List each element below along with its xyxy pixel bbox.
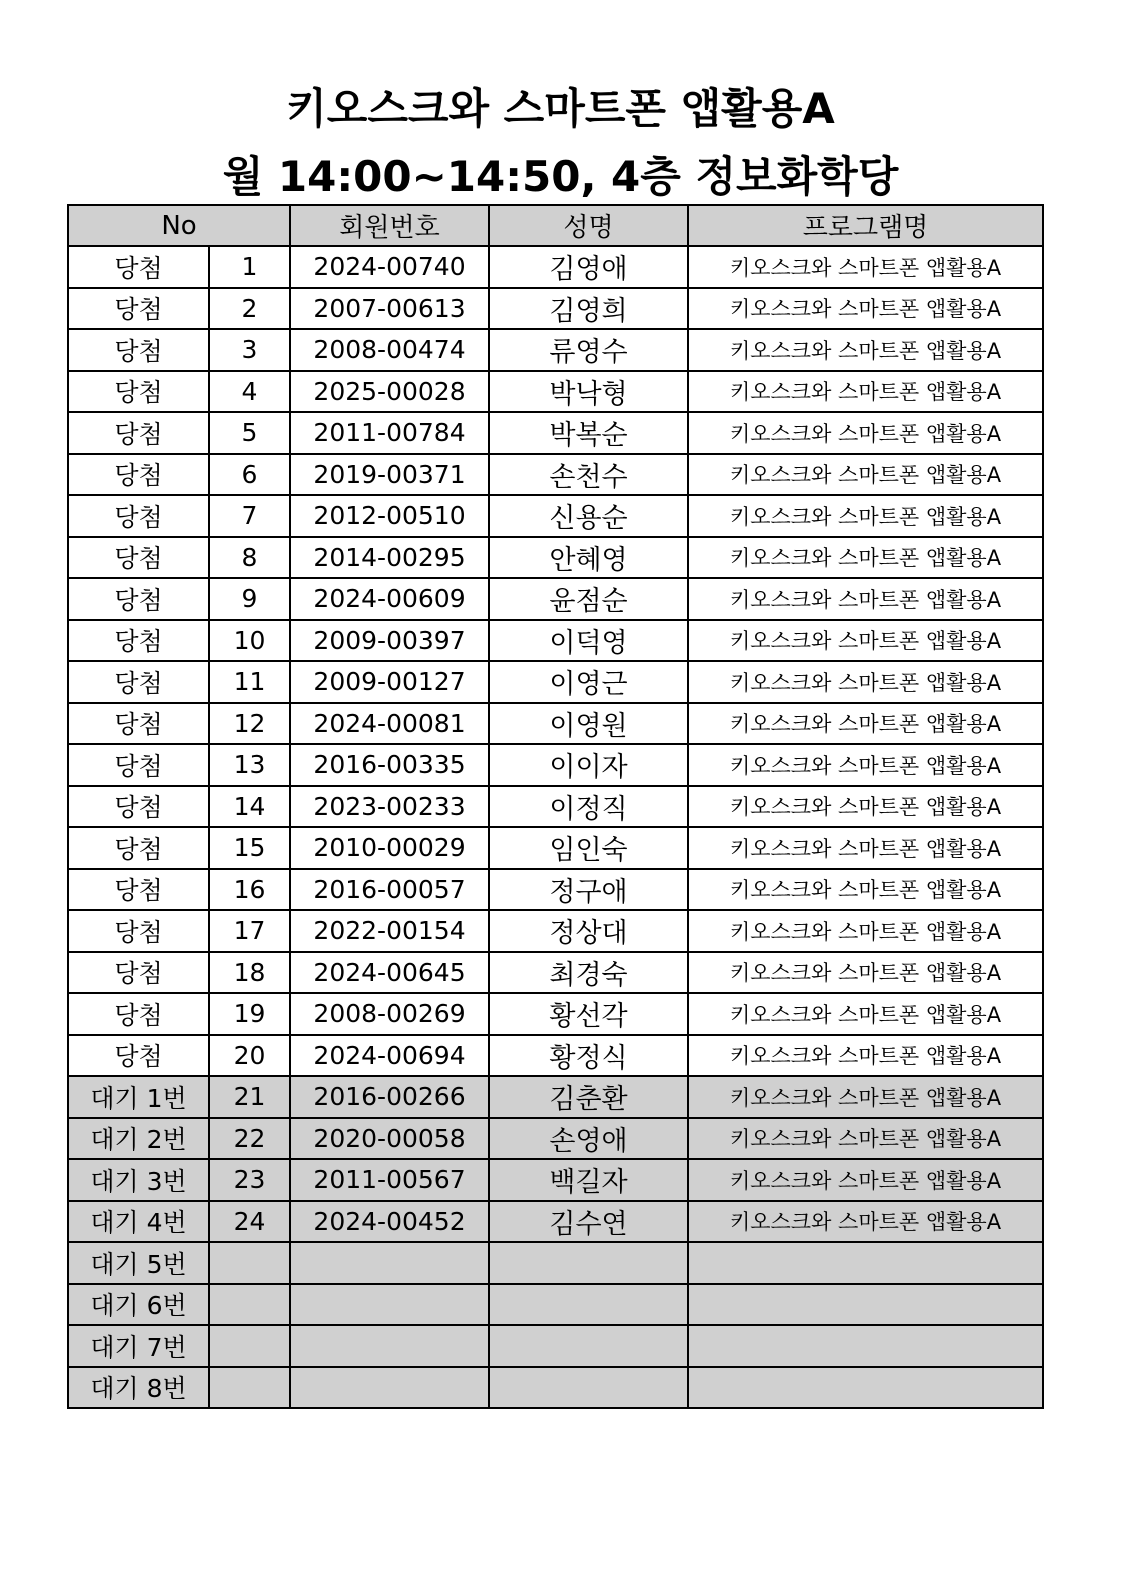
row-name: 류영수 bbox=[489, 329, 688, 371]
row-status: 대기 2번 bbox=[68, 1118, 209, 1160]
row-member-id: 2016-00266 bbox=[290, 1076, 489, 1118]
row-status: 당첨 bbox=[68, 910, 209, 952]
row-member-id bbox=[290, 1284, 489, 1326]
row-program: 키오스크와 스마트폰 앱활용A bbox=[688, 993, 1043, 1035]
table-row bbox=[68, 827, 1043, 869]
row-status: 당첨 bbox=[68, 1035, 209, 1077]
row-name: 황선각 bbox=[489, 993, 688, 1035]
row-program: 키오스크와 스마트폰 앱활용A bbox=[688, 1118, 1043, 1160]
table-row bbox=[68, 620, 1043, 662]
row-member-id bbox=[290, 1325, 489, 1367]
row-name: 손천수 bbox=[489, 454, 688, 496]
row-program bbox=[688, 1325, 1043, 1367]
row-name: 이영근 bbox=[489, 661, 688, 703]
table-header-row bbox=[68, 205, 1043, 246]
row-name: 박복순 bbox=[489, 412, 688, 454]
row-member-id: 2007-00613 bbox=[290, 288, 489, 330]
row-name: 백길자 bbox=[489, 1159, 688, 1201]
row-program: 키오스크와 스마트폰 앱활용A bbox=[688, 786, 1043, 828]
row-program: 키오스크와 스마트폰 앱활용A bbox=[688, 827, 1043, 869]
row-member-id: 2016-00335 bbox=[290, 744, 489, 786]
row-status: 당첨 bbox=[68, 703, 209, 745]
row-number: 24 bbox=[209, 1201, 290, 1243]
row-number: 8 bbox=[209, 537, 290, 579]
row-number: 1 bbox=[209, 246, 290, 288]
table-row bbox=[68, 952, 1043, 994]
row-program: 키오스크와 스마트폰 앱활용A bbox=[688, 869, 1043, 911]
row-member-id: 2025-00028 bbox=[290, 371, 489, 413]
row-name bbox=[489, 1367, 688, 1409]
row-name: 황정식 bbox=[489, 1035, 688, 1077]
row-program: 키오스크와 스마트폰 앱활용A bbox=[688, 454, 1043, 496]
row-name bbox=[489, 1325, 688, 1367]
row-status: 대기 3번 bbox=[68, 1159, 209, 1201]
table-row bbox=[68, 786, 1043, 828]
table-row bbox=[68, 454, 1043, 496]
row-member-id: 2024-00740 bbox=[290, 246, 489, 288]
table-row bbox=[68, 537, 1043, 579]
row-program bbox=[688, 1242, 1043, 1284]
header-no: No bbox=[68, 205, 290, 246]
row-status: 당첨 bbox=[68, 620, 209, 662]
row-member-id: 2011-00567 bbox=[290, 1159, 489, 1201]
row-member-id: 2008-00474 bbox=[290, 329, 489, 371]
row-number: 12 bbox=[209, 703, 290, 745]
table-row bbox=[68, 371, 1043, 413]
row-status: 대기 4번 bbox=[68, 1201, 209, 1243]
row-name: 안혜영 bbox=[489, 537, 688, 579]
row-member-id: 2019-00371 bbox=[290, 454, 489, 496]
table-row bbox=[68, 288, 1043, 330]
table-row bbox=[68, 661, 1043, 703]
table-row bbox=[68, 329, 1043, 371]
row-name bbox=[489, 1242, 688, 1284]
row-status: 당첨 bbox=[68, 495, 209, 537]
row-status: 대기 7번 bbox=[68, 1325, 209, 1367]
table-row bbox=[68, 1118, 1043, 1160]
row-name: 정구애 bbox=[489, 869, 688, 911]
table-row bbox=[68, 993, 1043, 1035]
row-number: 22 bbox=[209, 1118, 290, 1160]
row-program: 키오스크와 스마트폰 앱활용A bbox=[688, 1035, 1043, 1077]
row-status: 당첨 bbox=[68, 288, 209, 330]
row-status: 당첨 bbox=[68, 537, 209, 579]
row-status: 당첨 bbox=[68, 744, 209, 786]
table-row bbox=[68, 495, 1043, 537]
row-program: 키오스크와 스마트폰 앱활용A bbox=[688, 495, 1043, 537]
row-number: 6 bbox=[209, 454, 290, 496]
table-row bbox=[68, 1367, 1043, 1409]
row-number: 14 bbox=[209, 786, 290, 828]
row-member-id: 2022-00154 bbox=[290, 910, 489, 952]
row-name: 이정직 bbox=[489, 786, 688, 828]
row-member-id: 2024-00081 bbox=[290, 703, 489, 745]
table-row bbox=[68, 412, 1043, 454]
row-number: 11 bbox=[209, 661, 290, 703]
row-status: 당첨 bbox=[68, 578, 209, 620]
row-number: 23 bbox=[209, 1159, 290, 1201]
row-program: 키오스크와 스마트폰 앱활용A bbox=[688, 1076, 1043, 1118]
row-number: 17 bbox=[209, 910, 290, 952]
row-name: 신용순 bbox=[489, 495, 688, 537]
row-member-id: 2008-00269 bbox=[290, 993, 489, 1035]
row-number: 3 bbox=[209, 329, 290, 371]
row-number bbox=[209, 1367, 290, 1409]
row-program: 키오스크와 스마트폰 앱활용A bbox=[688, 371, 1043, 413]
table-row bbox=[68, 744, 1043, 786]
row-name: 정상대 bbox=[489, 910, 688, 952]
row-member-id bbox=[290, 1242, 489, 1284]
row-status: 대기 6번 bbox=[68, 1284, 209, 1326]
table-row bbox=[68, 578, 1043, 620]
row-name: 손영애 bbox=[489, 1118, 688, 1160]
row-program: 키오스크와 스마트폰 앱활용A bbox=[688, 246, 1043, 288]
row-name: 박낙형 bbox=[489, 371, 688, 413]
row-name: 최경숙 bbox=[489, 952, 688, 994]
row-member-id: 2024-00694 bbox=[290, 1035, 489, 1077]
row-status: 당첨 bbox=[68, 786, 209, 828]
row-program bbox=[688, 1284, 1043, 1326]
row-status: 당첨 bbox=[68, 246, 209, 288]
table-row bbox=[68, 1159, 1043, 1201]
row-number: 5 bbox=[209, 412, 290, 454]
row-member-id: 2010-00029 bbox=[290, 827, 489, 869]
header-name: 성명 bbox=[489, 205, 688, 246]
row-program: 키오스크와 스마트폰 앱활용A bbox=[688, 744, 1043, 786]
table-row bbox=[68, 869, 1043, 911]
row-number bbox=[209, 1284, 290, 1326]
row-program: 키오스크와 스마트폰 앱활용A bbox=[688, 288, 1043, 330]
table-row bbox=[68, 246, 1043, 288]
row-program: 키오스크와 스마트폰 앱활용A bbox=[688, 910, 1043, 952]
row-name: 김영애 bbox=[489, 246, 688, 288]
row-status: 당첨 bbox=[68, 993, 209, 1035]
row-status: 대기 8번 bbox=[68, 1367, 209, 1409]
row-status: 당첨 bbox=[68, 371, 209, 413]
row-member-id: 2023-00233 bbox=[290, 786, 489, 828]
row-status: 대기 1번 bbox=[68, 1076, 209, 1118]
row-number: 13 bbox=[209, 744, 290, 786]
table-row bbox=[68, 1076, 1043, 1118]
row-name: 이이자 bbox=[489, 744, 688, 786]
page-subtitle: 월 14:00~14:50, 4층 정보화학당 bbox=[222, 152, 899, 201]
row-name: 임인숙 bbox=[489, 827, 688, 869]
row-program: 키오스크와 스마트폰 앱활용A bbox=[688, 1159, 1043, 1201]
table-row bbox=[68, 703, 1043, 745]
table-row bbox=[68, 1242, 1043, 1284]
row-number: 19 bbox=[209, 993, 290, 1035]
table-row bbox=[68, 1325, 1043, 1367]
row-program: 키오스크와 스마트폰 앱활용A bbox=[688, 1201, 1043, 1243]
row-member-id: 2014-00295 bbox=[290, 537, 489, 579]
row-member-id: 2024-00452 bbox=[290, 1201, 489, 1243]
table-row bbox=[68, 1035, 1043, 1077]
row-number: 2 bbox=[209, 288, 290, 330]
roster-table bbox=[67, 204, 1044, 1409]
row-number: 7 bbox=[209, 495, 290, 537]
row-program: 키오스크와 스마트폰 앱활용A bbox=[688, 412, 1043, 454]
row-number bbox=[209, 1325, 290, 1367]
row-number: 9 bbox=[209, 578, 290, 620]
row-member-id: 2016-00057 bbox=[290, 869, 489, 911]
row-status: 당첨 bbox=[68, 454, 209, 496]
row-status: 대기 5번 bbox=[68, 1242, 209, 1284]
row-number: 18 bbox=[209, 952, 290, 994]
row-member-id: 2009-00397 bbox=[290, 620, 489, 662]
row-program: 키오스크와 스마트폰 앱활용A bbox=[688, 703, 1043, 745]
row-program: 키오스크와 스마트폰 앱활용A bbox=[688, 952, 1043, 994]
row-member-id: 2024-00609 bbox=[290, 578, 489, 620]
row-program bbox=[688, 1367, 1043, 1409]
header-program: 프로그램명 bbox=[688, 205, 1043, 246]
row-number: 15 bbox=[209, 827, 290, 869]
row-name: 김영희 bbox=[489, 288, 688, 330]
row-name bbox=[489, 1284, 688, 1326]
table-row bbox=[68, 1201, 1043, 1243]
row-status: 당첨 bbox=[68, 869, 209, 911]
page-title: 키오스크와 스마트폰 앱활용A bbox=[286, 84, 835, 133]
table-row bbox=[68, 1284, 1043, 1326]
table-row bbox=[68, 910, 1043, 952]
header-member-id: 회원번호 bbox=[290, 205, 489, 246]
row-program: 키오스크와 스마트폰 앱활용A bbox=[688, 578, 1043, 620]
row-name: 이영원 bbox=[489, 703, 688, 745]
row-status: 당첨 bbox=[68, 412, 209, 454]
row-member-id: 2020-00058 bbox=[290, 1118, 489, 1160]
row-program: 키오스크와 스마트폰 앱활용A bbox=[688, 620, 1043, 662]
row-number: 20 bbox=[209, 1035, 290, 1077]
row-name: 김수연 bbox=[489, 1201, 688, 1243]
row-status: 당첨 bbox=[68, 827, 209, 869]
row-status: 당첨 bbox=[68, 661, 209, 703]
row-program: 키오스크와 스마트폰 앱활용A bbox=[688, 329, 1043, 371]
row-number: 4 bbox=[209, 371, 290, 413]
row-member-id: 2024-00645 bbox=[290, 952, 489, 994]
row-number: 10 bbox=[209, 620, 290, 662]
row-number: 21 bbox=[209, 1076, 290, 1118]
row-name: 이덕영 bbox=[489, 620, 688, 662]
row-status: 당첨 bbox=[68, 952, 209, 994]
row-program: 키오스크와 스마트폰 앱활용A bbox=[688, 537, 1043, 579]
row-member-id bbox=[290, 1367, 489, 1409]
row-member-id: 2011-00784 bbox=[290, 412, 489, 454]
row-member-id: 2009-00127 bbox=[290, 661, 489, 703]
row-program: 키오스크와 스마트폰 앱활용A bbox=[688, 661, 1043, 703]
row-status: 당첨 bbox=[68, 329, 209, 371]
row-number bbox=[209, 1242, 290, 1284]
row-number: 16 bbox=[209, 869, 290, 911]
row-member-id: 2012-00510 bbox=[290, 495, 489, 537]
row-name: 윤점순 bbox=[489, 578, 688, 620]
row-name: 김춘환 bbox=[489, 1076, 688, 1118]
